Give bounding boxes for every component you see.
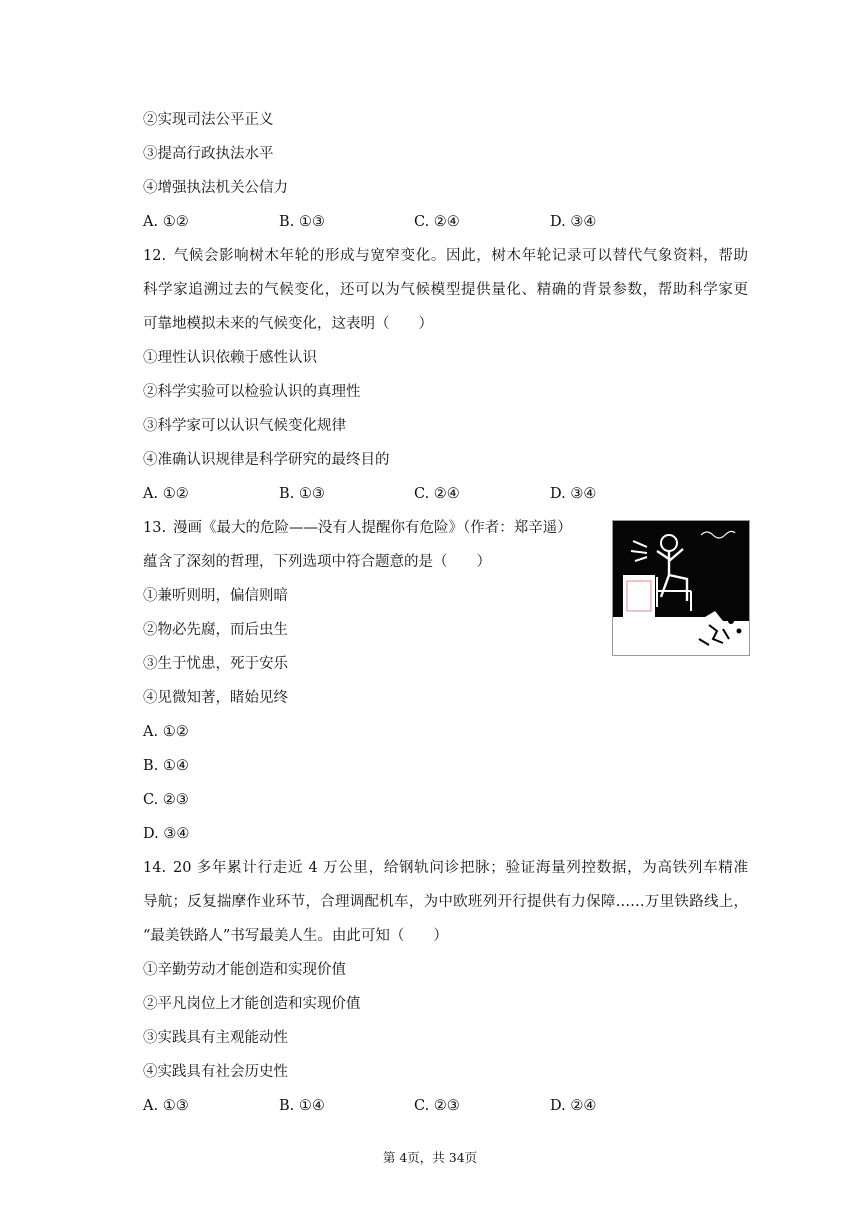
item-line: ③实践具有主观能动性 <box>143 1030 288 1046</box>
option-d: D. ③④ <box>143 826 190 842</box>
option-c: C. ②④ <box>414 486 460 502</box>
item-line: ②物必先腐，而后虫生 <box>143 622 288 638</box>
option-a: A. ①② <box>143 214 189 230</box>
option-a: A. ①② <box>143 724 189 740</box>
question-text: 漫画《最大的危险——没有人提醒你有危险》（作者：郑辛遥） <box>173 520 572 536</box>
question-number: 12. <box>143 248 167 264</box>
question-12-line-1 <box>143 246 748 266</box>
question-13-line-1 <box>143 518 572 538</box>
item-line: ④准确认识规律是科学研究的最终目的 <box>143 452 390 468</box>
option-a: A. ①③ <box>143 1098 189 1114</box>
option-b: B. ①③ <box>279 486 325 502</box>
item-line: ③提高行政执法水平 <box>143 146 274 162</box>
question-14-line-1 <box>143 858 748 878</box>
item-line: ②科学实验可以检验认识的真理性 <box>143 384 361 400</box>
question-text: 20 多年累计行走近 4 万公里，给钢轨问诊把脉；验证海量列控数据，为高铁列车精准 <box>173 860 748 876</box>
item-line: ④实践具有社会历史性 <box>143 1064 288 1080</box>
option-d: D. ③④ <box>550 214 597 230</box>
option-c: C. ②④ <box>414 214 460 230</box>
item-line: ③科学家可以认识气候变化规律 <box>143 418 346 434</box>
question-number: 13. <box>143 520 167 536</box>
item-line: ①兼听则明，偏信则暗 <box>143 588 288 604</box>
item-line: ②实现司法公平正义 <box>143 112 274 128</box>
item-line: ①理性认识依赖于感性认识 <box>143 350 317 366</box>
item-line: ③生于忧患，死于安乐 <box>143 656 288 672</box>
option-c: C. ②③ <box>414 1098 460 1114</box>
item-line: ④见微知著，睹始见终 <box>143 690 288 706</box>
question-14-line-2: 导航；反复揣摩作业环节，合理调配机车，为中欧班列开行提供有力保障……万里铁路线上， <box>143 894 748 910</box>
question-12-line-3: 可靠地模拟未来的气候变化，这表明（ ） <box>143 316 433 332</box>
cartoon-drawing <box>613 521 749 655</box>
question-13-line-2: 蕴含了深刻的哲理，下列选项中符合题意的是（ ） <box>143 554 491 570</box>
option-d: D. ③④ <box>550 486 597 502</box>
question-14-line-3: “最美铁路人”书写最美人生。由此可知（ ） <box>143 928 448 944</box>
option-d: D. ②④ <box>550 1098 597 1114</box>
cartoon-image <box>612 520 750 656</box>
item-line: ①辛勤劳动才能创造和实现价值 <box>143 962 346 978</box>
option-b: B. ①③ <box>279 214 325 230</box>
option-a: A. ①② <box>143 486 189 502</box>
option-b: B. ①④ <box>143 758 189 774</box>
option-b: B. ①④ <box>279 1098 325 1114</box>
item-line: ②平凡岗位上才能创造和实现价值 <box>143 996 361 1012</box>
question-number: 14. <box>143 860 167 876</box>
question-text: 气候会影响树木年轮的形成与宽窄变化。因此，树木年轮记录可以替代气象资料，帮助 <box>173 248 748 264</box>
option-c: C. ②③ <box>143 792 189 808</box>
question-12-line-2: 科学家追溯过去的气候变化，还可以为气候模型提供量化、精确的背景参数，帮助科学家更 <box>143 282 748 298</box>
page-footer: 第 4页，共 34页 <box>382 1150 478 1165</box>
item-line: ④增强执法机关公信力 <box>143 180 288 196</box>
